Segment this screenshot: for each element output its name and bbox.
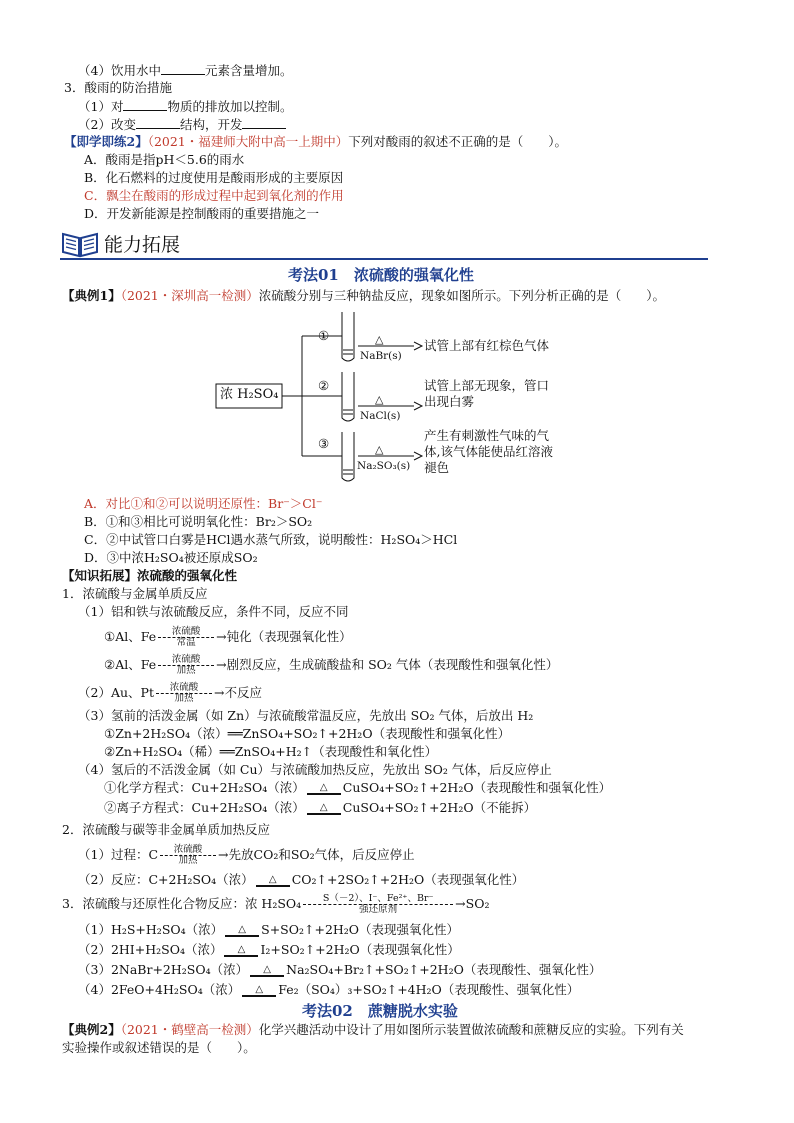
equation: ②Zn+H₂SO₄（稀）══ZnSO₄+H₂↑（表现酸性和氧化性）: [104, 744, 438, 759]
blank: [136, 116, 180, 129]
section-heading: 1．浓硫酸与金属单质反应: [62, 586, 208, 601]
equation: （2）2HI+H₂SO₄（浓） △ I₂+SO₂↑+2H₂O（表现强氧化性）: [78, 942, 460, 957]
option-a: A．酸雨是指pH＜5.6的雨水: [84, 152, 245, 167]
text-line: （2）改变 结构，开发: [78, 116, 286, 133]
equation: ②离子方程式：Cu+2H₂SO₄（浓） △ CuSO₄+SO₂↑+2H₂O（不能拆）: [104, 800, 537, 815]
reaction-line: （1）过程：C $\frac{\text{浓硫酸}}{\text{加热}}$ →先放CO₂和SO₂气体，后反应停止: [78, 844, 415, 866]
test-tube-1: [342, 312, 354, 361]
banner-divider: [60, 258, 708, 260]
blank: [242, 116, 286, 129]
text-line: （1）铝和铁与浓硫酸反应，条件不同，反应不同: [78, 604, 349, 619]
example1-question: 【典例1】（2021・深圳高一检测）浓硫酸分别与三种钠盐反应，现象如图所示。下列分析正确的是（ ）。: [62, 288, 666, 303]
practice-question: 【即学即练2】（2021・福建师大附中高一上期中）下列对酸雨的叙述不正确的是（ ）。: [64, 134, 568, 149]
equation: ①化学方程式：Cu+2H₂SO₄（浓） △ CuSO₄+SO₂↑+2H₂O（表现酸性和强氧化性）: [104, 780, 612, 795]
option-a: A．对比①和②可以说明还原性：Br⁻＞Cl⁻: [84, 496, 323, 511]
option-b: B．化石燃料的过度使用是酸雨形成的主要原因: [84, 170, 344, 185]
tube-number-3: ③: [318, 436, 330, 451]
source-label: 浓 H₂SO₄: [220, 387, 279, 402]
text-line: （1）对 物质的排放加以控制。: [78, 99, 293, 114]
equation: （4）2FeO+4H₂SO₄（浓） △ Fe₂（SO₄）₃+SO₂↑+4H₂O（表现酸性、强氧化性）: [78, 982, 580, 997]
text-line: （3）氢前的活泼金属（如 Zn）与浓硫酸常温反应，先放出 SO₂ 气体，后放出 H₂: [78, 708, 534, 723]
knowledge-title: 【知识拓展】浓硫酸的强氧化性: [62, 568, 238, 583]
salt-label-3: Na₂SO₃(s): [357, 460, 411, 472]
kaofa2-title: 考法02 蔗糖脱水实验: [302, 1002, 458, 1020]
reaction-line: （2）Au、Pt $\frac{\text{浓硫酸}}{\text{加热}}$ →不反应: [78, 682, 262, 704]
heat-symbol: △: [375, 333, 384, 346]
observation-1: 试管上部有红棕色气体: [424, 338, 550, 353]
observation-3c: 褪色: [424, 460, 450, 475]
test-tube-3: [342, 432, 354, 481]
book-icon: [60, 228, 100, 258]
banner-title: 能力拓展: [104, 234, 181, 256]
blank: [123, 98, 167, 111]
equation: （1）H₂S+H₂SO₄（浓） △ S+SO₂↑+2H₂O（表现强氧化性）: [78, 922, 460, 937]
test-tube-2: [342, 372, 354, 421]
option-b: B．①和③相比可说明氧化性：Br₂＞SO₂: [84, 514, 313, 529]
option-c: C．飘尘在酸雨的形成过程中起到氧化剂的作用: [84, 188, 344, 203]
observation-2a: 试管上部无现象，管口: [424, 378, 550, 393]
text-line: （4）氢后的不活泼金属（如 Cu）与浓硫酸加热反应，先放出 SO₂ 气体，后反应停止: [78, 762, 552, 777]
blank: [161, 62, 205, 75]
observation-2b: 出现白雾: [424, 394, 475, 409]
salt-label-1: NaBr(s): [360, 350, 402, 362]
reaction-line: ①Al、Fe $\frac{\text{浓硫酸}}{\text{常温}}$ →钝化（表现强氧化性）: [104, 626, 352, 648]
kaofa1-title: 考法01 浓硫酸的强氧化性: [288, 266, 474, 284]
option-d: D．③中浓H₂SO₄被还原成SO₂: [84, 550, 258, 565]
text-line: （4）饮用水中 元素含量增加。: [78, 63, 293, 78]
equation: ①Zn+2H₂SO₄（浓）══ZnSO₄+SO₂↑+2H₂O（表现酸性和强氧化性）: [104, 726, 511, 741]
tube-number-2: ②: [318, 378, 330, 393]
reaction-line: ②Al、Fe $\frac{\text{浓硫酸}}{\text{加热}}$ →剧烈反应，生成硫酸盐和 SO₂ 气体（表现酸性和强氧化性）: [104, 654, 559, 676]
section-heading: 3．酸雨的防治措施: [64, 80, 172, 95]
tube-number-1: ①: [318, 328, 330, 343]
heat-symbol: △: [375, 443, 384, 456]
observation-3b: 体,该气体能使品红溶液: [424, 444, 553, 459]
section-heading: 2．浓硫酸与碳等非金属单质加热反应: [62, 822, 270, 837]
equation: （2）反应：C+2H₂SO₄（浓） △ CO₂↑+2SO₂↑+2H₂O（表现强氧化性）: [78, 872, 525, 887]
example2-question: 【典例2】（2021・鹤壁高一检测）化学兴趣活动中设计了用如图所示装置做浓硫酸和蔗糖反应的实验。下列有关: [62, 1022, 684, 1037]
reaction-line: 3．浓硫酸与还原性化合物反应：浓 H₂SO₄ $\frac{\text{S（－2）、I⁻、Fe²⁺、Br⁻}}{\text{强还原剂}}$ →SO₂: [62, 893, 490, 915]
heat-symbol: △: [375, 393, 384, 406]
option-d: D．开发新能源是控制酸雨的重要措施之一: [84, 206, 320, 221]
salt-label-2: NaCl(s): [360, 410, 401, 422]
example2-question-cont: 实验操作或叙述错误的是（ ）。: [62, 1040, 256, 1055]
observation-3a: 产生有刺激性气味的气: [424, 428, 550, 443]
equation: （3）2NaBr+2H₂SO₄（浓） △ Na₂SO₄+Br₂↑+SO₂↑+2H₂O（表现酸性、强氧化性）: [78, 962, 602, 977]
option-c: C．②中试管口白雾是HCl遇水蒸气所致，说明酸性：H₂SO₄＞HCl: [84, 532, 458, 547]
